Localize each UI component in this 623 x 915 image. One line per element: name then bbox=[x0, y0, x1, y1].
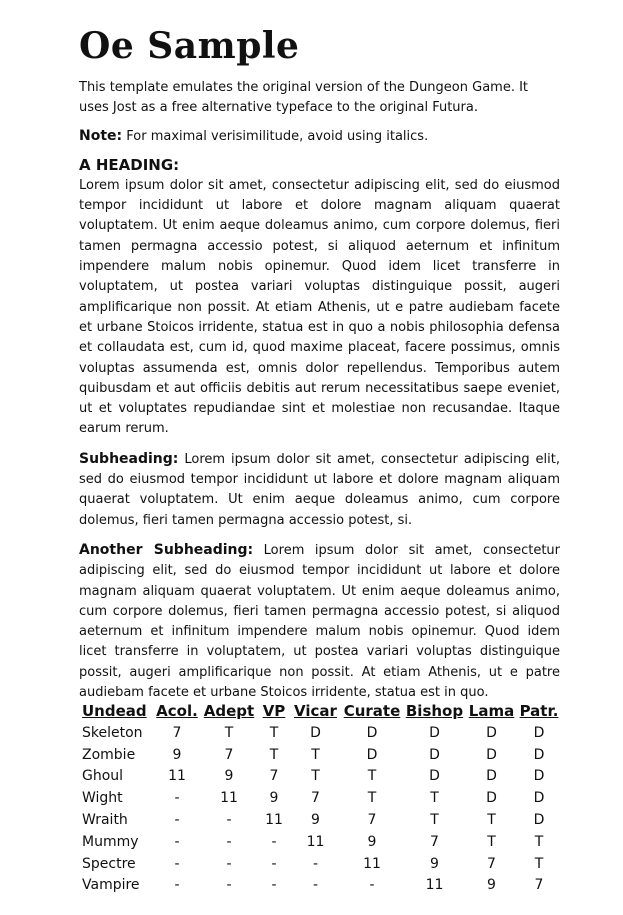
table-cell: - bbox=[312, 877, 319, 894]
undead-name-cell: Wraith bbox=[82, 812, 128, 829]
table-cell: - bbox=[271, 833, 277, 850]
table-cell: 9 bbox=[269, 790, 279, 807]
table-cell: 9 bbox=[367, 833, 377, 850]
table-row bbox=[82, 831, 561, 853]
table-cell: 11 bbox=[220, 790, 238, 807]
table-cell: T bbox=[367, 790, 377, 807]
undead-name-cell: Ghoul bbox=[82, 768, 124, 785]
table-cell: - bbox=[174, 855, 180, 872]
table-cell: T bbox=[311, 768, 320, 785]
table-cell: T bbox=[430, 812, 439, 829]
note-text: For maximal verisimilitude, avoid using italics. bbox=[122, 128, 429, 144]
table-cell: T bbox=[487, 812, 496, 829]
column-header: Undead bbox=[82, 702, 147, 720]
note-paragraph bbox=[79, 126, 560, 147]
table-cell: T bbox=[224, 724, 234, 741]
table-row bbox=[82, 875, 561, 897]
table-cell: - bbox=[174, 877, 180, 894]
table-cell: 7 bbox=[430, 833, 439, 850]
table-cell: D bbox=[429, 746, 440, 763]
table-cell: 11 bbox=[168, 768, 186, 785]
subheading-label: Subheading: bbox=[79, 450, 179, 467]
table-cell: 7 bbox=[367, 812, 377, 829]
intro-paragraph: This template emulates the original version of the Dungeon Game. It uses Jost as a free alternative typeface to the original Futura. bbox=[79, 80, 529, 116]
table-cell: - bbox=[174, 790, 180, 807]
table-cell: 11 bbox=[306, 833, 325, 850]
table-cell: D bbox=[486, 768, 497, 785]
table-cell: T bbox=[311, 746, 320, 763]
column-header: Lama bbox=[468, 702, 515, 720]
table-cell: - bbox=[271, 877, 277, 894]
table-cell: T bbox=[430, 790, 439, 807]
table-cell: D bbox=[486, 790, 497, 807]
table-cell: T bbox=[269, 746, 279, 763]
table-header-row bbox=[82, 700, 561, 722]
note-label: Note: bbox=[79, 127, 123, 144]
undead-name-cell: Vampire bbox=[82, 877, 140, 894]
table-cell: - bbox=[174, 812, 180, 829]
document-page bbox=[79, 22, 560, 712]
table-cell: T bbox=[269, 724, 279, 741]
table-cell: - bbox=[226, 833, 232, 850]
column-header: Vicar bbox=[294, 702, 337, 720]
table-cell: D bbox=[366, 724, 378, 741]
turn-undead-table bbox=[82, 700, 561, 896]
table-cell: D bbox=[533, 768, 545, 785]
table-cell: 11 bbox=[425, 877, 444, 894]
table-cell: - bbox=[226, 877, 232, 894]
table-cell: D bbox=[310, 724, 321, 741]
table-cell: D bbox=[533, 790, 545, 807]
table-row bbox=[82, 766, 561, 788]
subheading-paragraph bbox=[79, 449, 560, 531]
column-header: Patr. bbox=[519, 702, 559, 720]
table-cell: D bbox=[533, 746, 545, 763]
table-cell: D bbox=[429, 724, 440, 741]
table-cell: - bbox=[312, 855, 319, 872]
another-subheading-text: Lorem ipsum dolor sit amet, consectetur adipiscing elit, sed do eiusmod tempor incididunt ut labore et dolore magnam aliquam quaerat voluptatem. Ut enim aeque doleamus animo, cum corpore dolemus, fieri tamen permagna accessio potest, si aliquod aeternum et infinitum impendere malum nobis opinemur. Quod idem licet transferre in voluptatem, ut postea variari voluptas distinguique possit, augeri amplificarique non possit. At etiam Athenis, ut e patre audiebam facete et urbane Stoicos irridente, statua est in quo. bbox=[79, 542, 560, 701]
table-cell: - bbox=[369, 877, 375, 894]
table-cell: 7 bbox=[172, 724, 182, 741]
table-cell: D bbox=[533, 812, 545, 829]
table-cell: 7 bbox=[311, 790, 320, 807]
table-cell: D bbox=[429, 768, 440, 785]
table-cell: - bbox=[271, 855, 277, 872]
table-cell: 7 bbox=[224, 746, 234, 763]
another-subheading-paragraph bbox=[79, 540, 560, 703]
table-row bbox=[82, 744, 561, 766]
table-cell: 11 bbox=[363, 855, 381, 872]
table-cell: T bbox=[367, 768, 377, 785]
table-cell: 9 bbox=[430, 855, 439, 872]
column-header: Adept bbox=[203, 702, 255, 720]
table-row bbox=[82, 809, 561, 831]
undead-name-cell: Skeleton bbox=[82, 724, 143, 741]
table-cell: 11 bbox=[265, 812, 283, 829]
column-header: Bishop bbox=[405, 702, 464, 720]
table-row bbox=[82, 722, 561, 744]
table-cell: 9 bbox=[311, 812, 320, 829]
table-cell: T bbox=[487, 833, 496, 850]
subheading-text: Lorem ipsum dolor sit amet, consectetur adipiscing elit, sed do eiusmod tempor incididunt ut labore et dolore magnam aliquam quaerat voluptatem. Ut enim aeque doleamus animo, cum corpore dolemus, fieri tamen permagna accessio potest, si. bbox=[79, 451, 560, 528]
column-header: Curate bbox=[343, 702, 401, 720]
another-subheading-label: Another Subheading: bbox=[79, 541, 254, 558]
table-cell: - bbox=[226, 855, 232, 872]
undead-name-cell: Zombie bbox=[82, 746, 136, 763]
table-cell: 9 bbox=[224, 768, 234, 785]
table-cell: 7 bbox=[487, 855, 496, 872]
table-cell: D bbox=[486, 724, 497, 741]
column-header: VP bbox=[262, 702, 286, 720]
page-title: Oe Sample bbox=[79, 25, 300, 67]
table-cell: D bbox=[486, 746, 497, 763]
column-header: Acol. bbox=[156, 702, 198, 720]
table-cell: 7 bbox=[534, 877, 544, 894]
table-cell: D bbox=[533, 724, 545, 741]
body-paragraph: Lorem ipsum dolor sit amet, consectetur adipiscing elit, sed do eiusmod tempor incididunt ut labore et dolore magnam aliquam quaerat voluptatem. Ut enim aeque doleamus animo, cum corpore dolemus, fieri tamen permagna accessio potest, si aliquod aeternum et infinitum impendere malum nobis opinemur. Quod idem licet transferre in voluptatem, ut postea variari voluptas distinguique possit, augeri amplificarique non possit. At etiam Athenis, ut e patre audiebam facete et urbane Stoicos irridente, statua est in quo a nobis philosophia defensa et collaudata est, cum id, quod maxime placeat, facere possimus, omnis voluptas assumenda est, omnis dolor repellendus. Temporibus autem quibusdam et aut officiis debitis aut rerum necessitatibus saepe eveniet, ut et voluptates repudiandae sint et molestiae non recusandae. Itaque earum rerum. bbox=[79, 177, 560, 437]
section-heading: A HEADING: bbox=[79, 155, 180, 174]
table-row bbox=[82, 787, 561, 809]
table-cell: D bbox=[366, 746, 378, 763]
undead-name-cell: Spectre bbox=[82, 855, 136, 872]
table-row bbox=[82, 853, 561, 875]
table-cell: - bbox=[174, 833, 180, 850]
table-body bbox=[82, 722, 561, 896]
table-cell: 9 bbox=[172, 746, 182, 763]
undead-name-cell: Wight bbox=[82, 790, 123, 807]
table-cell: T bbox=[534, 833, 544, 850]
table-cell: 7 bbox=[269, 768, 279, 785]
table-cell: - bbox=[226, 812, 232, 829]
table-cell: 9 bbox=[487, 877, 496, 894]
undead-name-cell: Mummy bbox=[82, 833, 139, 850]
table-cell: T bbox=[534, 855, 544, 872]
